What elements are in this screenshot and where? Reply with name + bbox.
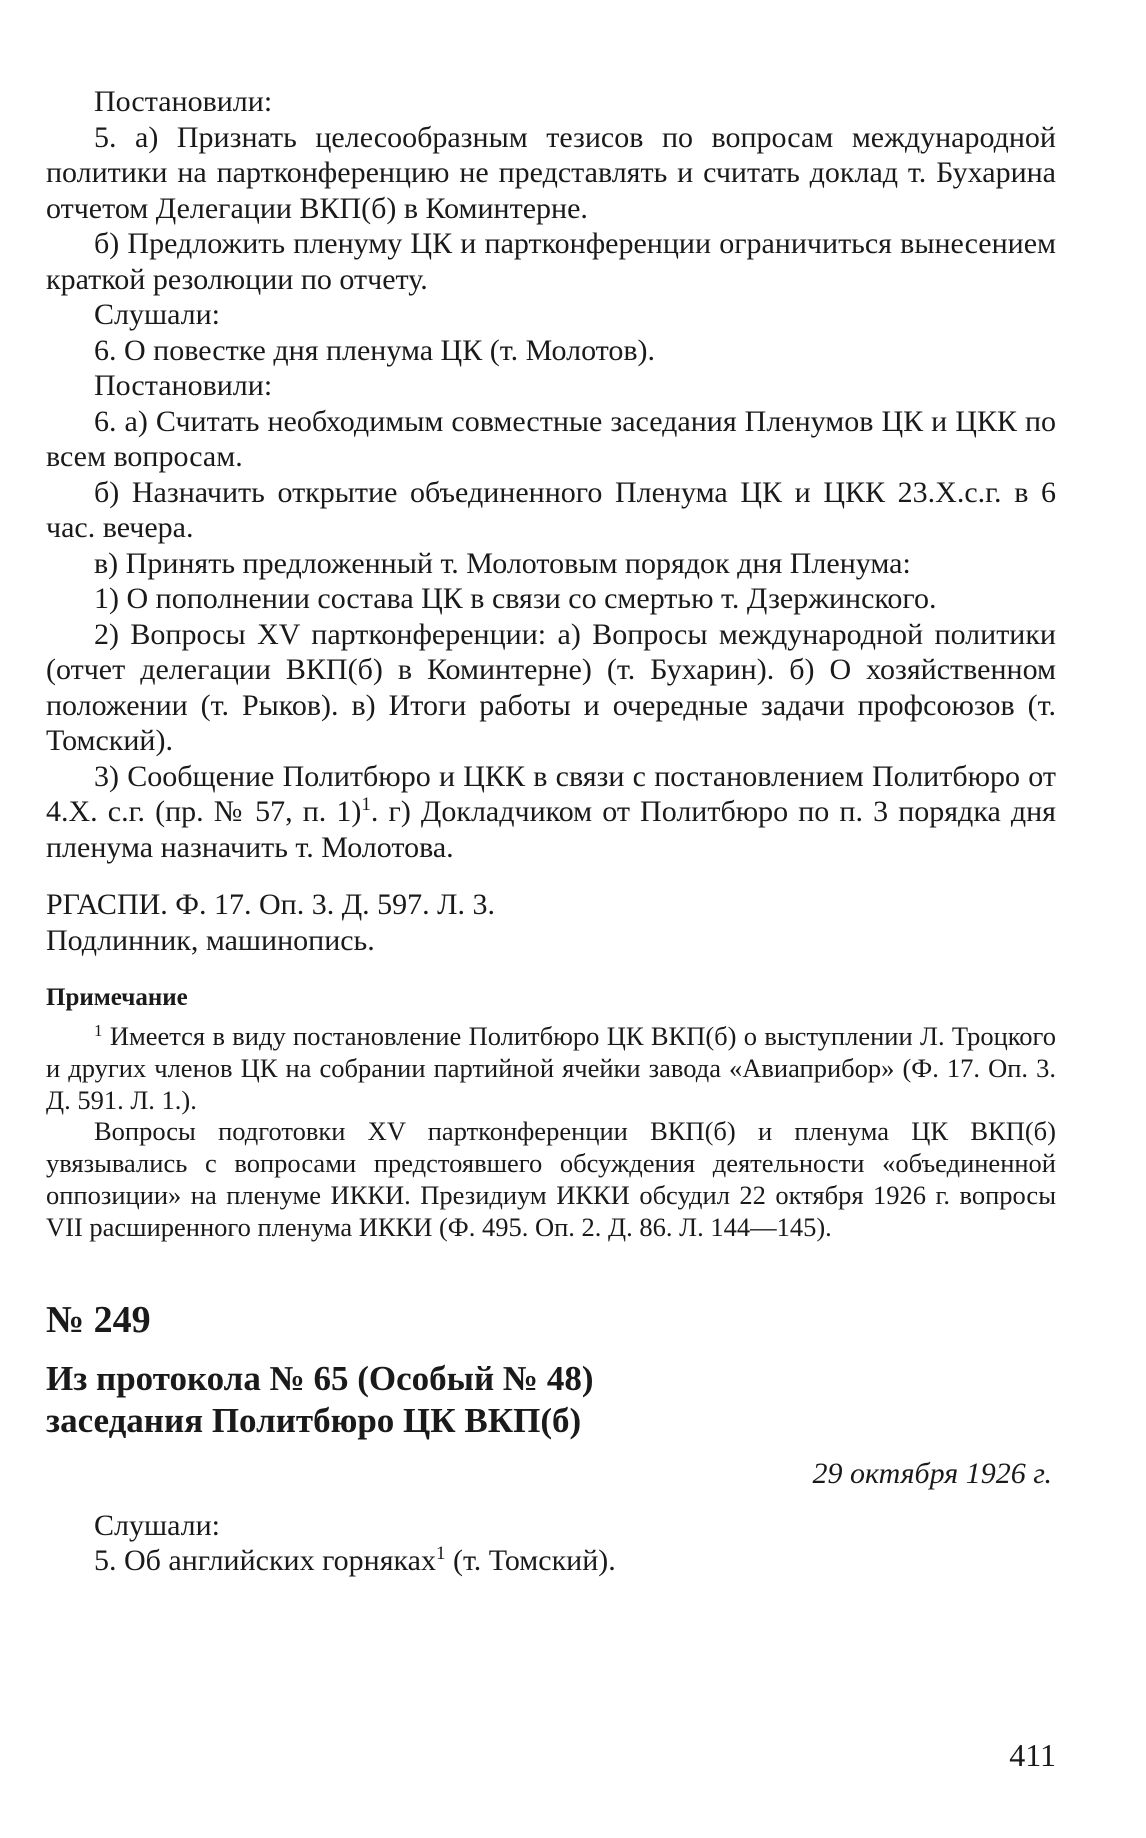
agenda-item: 6. О повестке дня пленума ЦК (т. Молотов). — [94, 333, 656, 367]
archive-source — [46, 887, 1056, 959]
agenda-subitem: 1) О пополнении состава ЦК в связи со смертью т. Дзержинского. — [94, 582, 937, 615]
protocol-text — [46, 84, 1056, 865]
document-type: Подлинник, машинопись. — [46, 924, 375, 957]
resolution-paragraph: в) Принять предложенный т. Молотовым порядок дня Пленума: — [94, 546, 911, 580]
footnote-number: 1 — [94, 1021, 103, 1040]
document-number: № 249 — [46, 1298, 151, 1341]
note-body — [46, 1021, 1056, 1244]
agenda-item-text: (т. Томский). — [445, 1544, 616, 1578]
document-title-line: заседания Политбюро ЦК ВКП(б) — [46, 1400, 582, 1440]
footnote — [46, 1021, 1056, 1116]
decided-label: Постановили: — [94, 85, 273, 118]
footnote-reference: 1 — [435, 1543, 446, 1565]
resolution-paragraph: 6. а) Считать необходимым совместные заседания Пленумов ЦК и ЦКК по всем вопросам. — [46, 404, 1056, 473]
heard-label: Слушали: — [94, 1508, 221, 1542]
resolution-paragraph: 5. а) Признать целесообразным тезисов по вопросам международной политики на партконференцию не представлять и считать доклад т. Бухарина отчетом Делегации ВКП(б) в Коминтерне. — [46, 120, 1056, 225]
document-date: 29 октября 1926 г. — [812, 1456, 1052, 1490]
agenda-subitem-text: . г) Докладчиком от Политбюро по п. 3 порядка дня пленума назначить т. Молотова. — [46, 795, 1056, 864]
agenda-subitem: 2) Вопросы XV партконференции: а) Вопросы международной политики (отчет делегации ВКП(б) в Коминтерне) (т. Бухарин). б) О хозяйственном положении (т. Рыков). в) Итоги работы и очередные задачи профсоюзов (т. Томский). — [46, 617, 1056, 757]
resolution-paragraph: б) Предложить пленуму ЦК и партконференции ограничиться вынесением краткой резолюции по отчету. — [46, 227, 1056, 296]
page-number: 411 — [1009, 1737, 1056, 1773]
document-title-line: Из протокола № 65 (Особый № 48) — [46, 1358, 594, 1398]
agenda-item — [46, 1543, 1056, 1579]
document-body — [46, 1508, 1056, 1579]
archive-reference: РГАСПИ. Ф. 17. Оп. 3. Д. 597. Л. 3. — [46, 888, 496, 921]
resolution-paragraph: б) Назначить открытие объединенного Пленума ЦК и ЦКК 23.X.с.г. в 6 час. вечера. — [46, 475, 1056, 544]
decided-label: Постановили: — [94, 369, 273, 402]
footnote-text: Имеется в виду постановление Политбюро ЦК ВКП(б) о выступлении Л. Троцкого и других членов ЦК на собрании партийной ячейки завода «Авиаприбор» (Ф. 17. Оп. 3. Д. 591. Л. 1.). — [46, 1021, 1056, 1115]
agenda-subitem — [46, 759, 1056, 866]
document-title — [46, 1358, 1056, 1442]
page-content — [46, 84, 1056, 1579]
note-heading: Примечание — [46, 984, 188, 1011]
note-commentary: Вопросы подготовки XV партконференции ВКП(б) и пленума ЦК ВКП(б) увязывались с вопросами предстоявшего обсуждения деятельности «объединенной оппозиции» на пленуме ИККИ. Президиум ИККИ обсудил 22 октября 1926 г. вопросы VII расширенного пленума ИККИ (Ф. 495. Оп. 2. Д. 86. Л. 144—145). — [46, 1116, 1056, 1242]
agenda-subitem-text: 3) Сообщение Политбюро и ЦКК в связи с постановлением Политбюро от 4.X. с.г. (пр. № 57, п. 1) — [46, 759, 1056, 828]
agenda-item-text: 5. Об английских горняках — [94, 1544, 436, 1578]
footnote-reference: 1 — [361, 794, 371, 815]
heard-label: Слушали: — [94, 298, 221, 331]
